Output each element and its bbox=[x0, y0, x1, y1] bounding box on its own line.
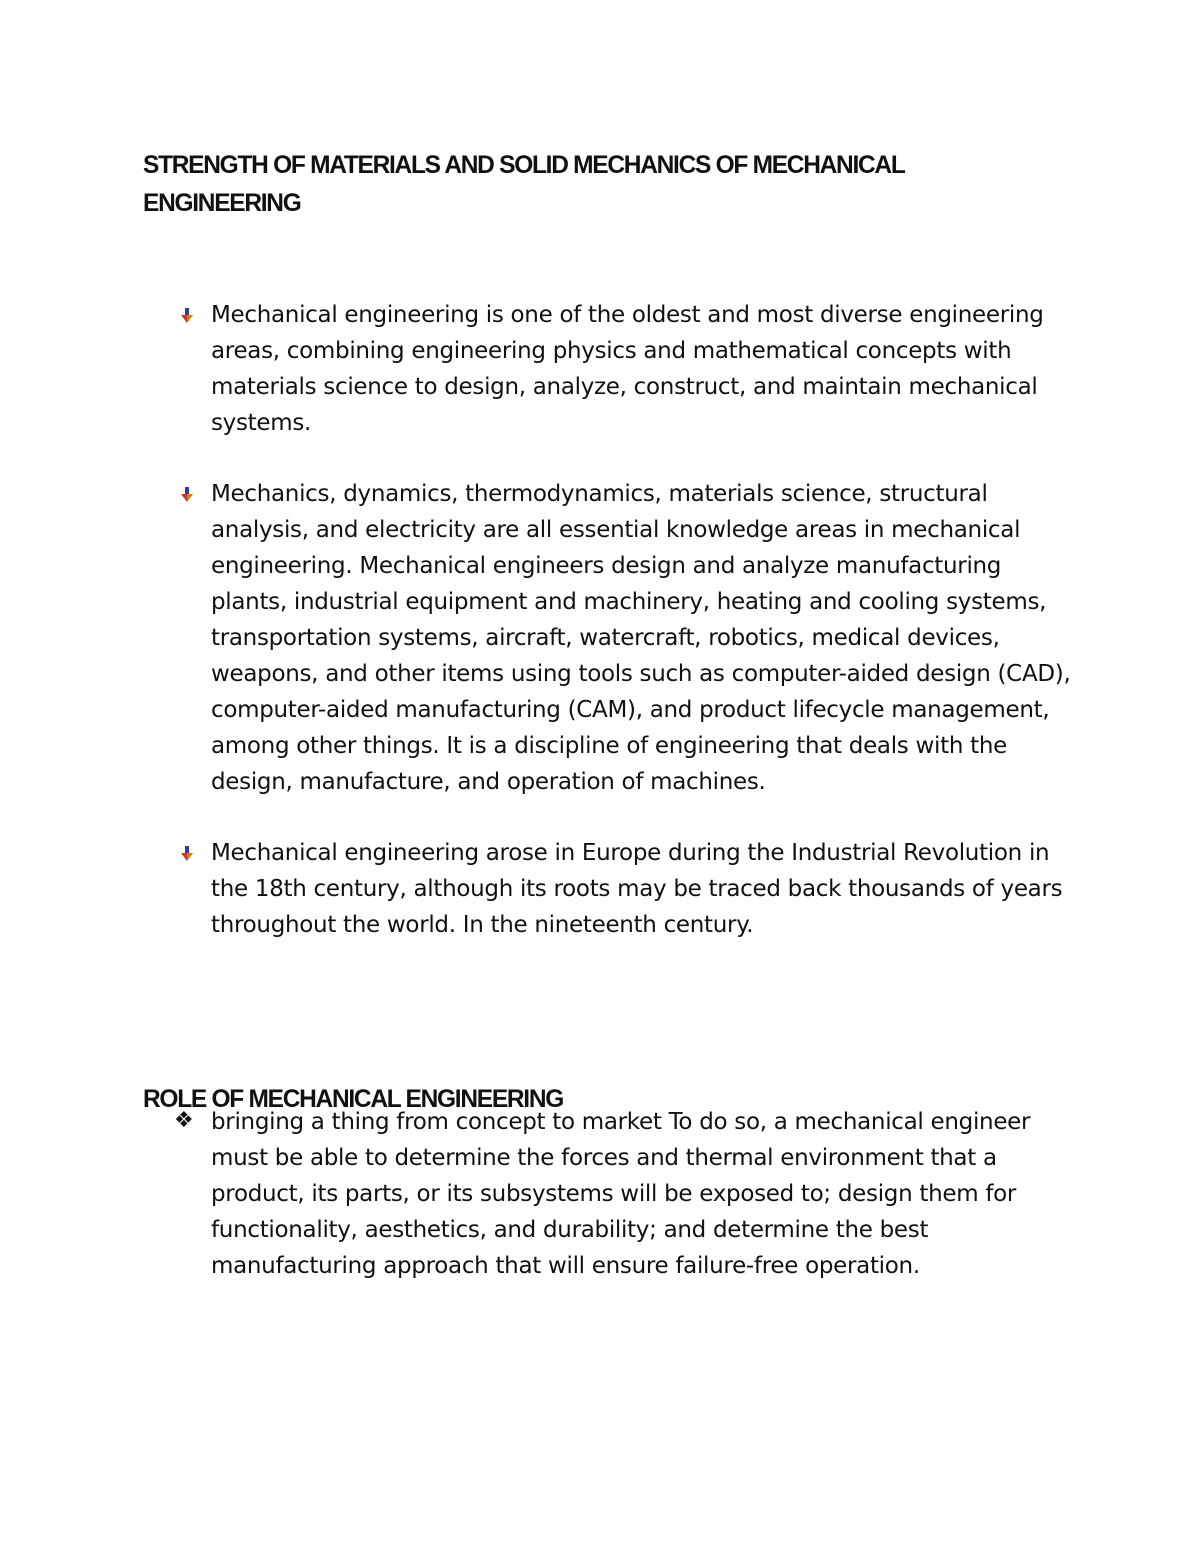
arrow-down-icon bbox=[180, 308, 194, 324]
bullet-text: Mechanical engineering arose in Europe during the Industrial Revolution in the 18th century, although its roots may be traced back thousands of years throughout the world. In the nineteenth century. bbox=[211, 840, 1063, 938]
bullet-text: bringing a thing from concept to market To do so, a mechanical engineer must be able to determine the forces and thermal environment that a product, its parts, or its subsystems will be exposed to; design them for functionality, aesthetics, and durability; and determine the best manufacturing approach that will ensure failure-free operation. bbox=[211, 1109, 1031, 1279]
bullet-text: Mechanics, dynamics, thermodynamics, materials science, structural analysis, and electricity are all essential knowledge areas in mechanical engineering. Mechanical engineers design and analyze manufacturing plants, industrial equipment and machinery, heating and cooling systems, transportation systems, aircraft, watercraft, robotics, medical devices, weapons, and other items using tools such as computer-aided design (CAD), computer-aided manufacturing (CAM), and product lifecycle management, among other things. It is a discipline of engineering that deals with the design, manufacture, and operation of machines. bbox=[211, 481, 1071, 795]
bullet-text: Mechanical engineering is one of the oldest and most diverse engineering areas, combining engineering physics and mathematical concepts with materials science to design, analyze, construct, and maintain mechanical systems. bbox=[211, 302, 1044, 436]
list-item bbox=[176, 297, 1076, 441]
list-item bbox=[176, 835, 1076, 943]
list-item bbox=[176, 1104, 1076, 1284]
role-bullet-list bbox=[176, 1104, 1076, 1284]
list-item bbox=[176, 476, 1076, 800]
arrow-down-icon bbox=[180, 487, 194, 503]
document-title: STRENGTH OF MATERIALS AND SOLID MECHANICS OF MECHANICAL ENGINEERING bbox=[143, 151, 905, 217]
arrow-down-icon bbox=[180, 846, 194, 862]
overview-bullet-list bbox=[176, 297, 1076, 943]
role-section-heading: ROLE OF MECHANICAL ENGINEERING bbox=[143, 1085, 564, 1113]
four-diamond-icon: ❖ bbox=[174, 1108, 194, 1133]
